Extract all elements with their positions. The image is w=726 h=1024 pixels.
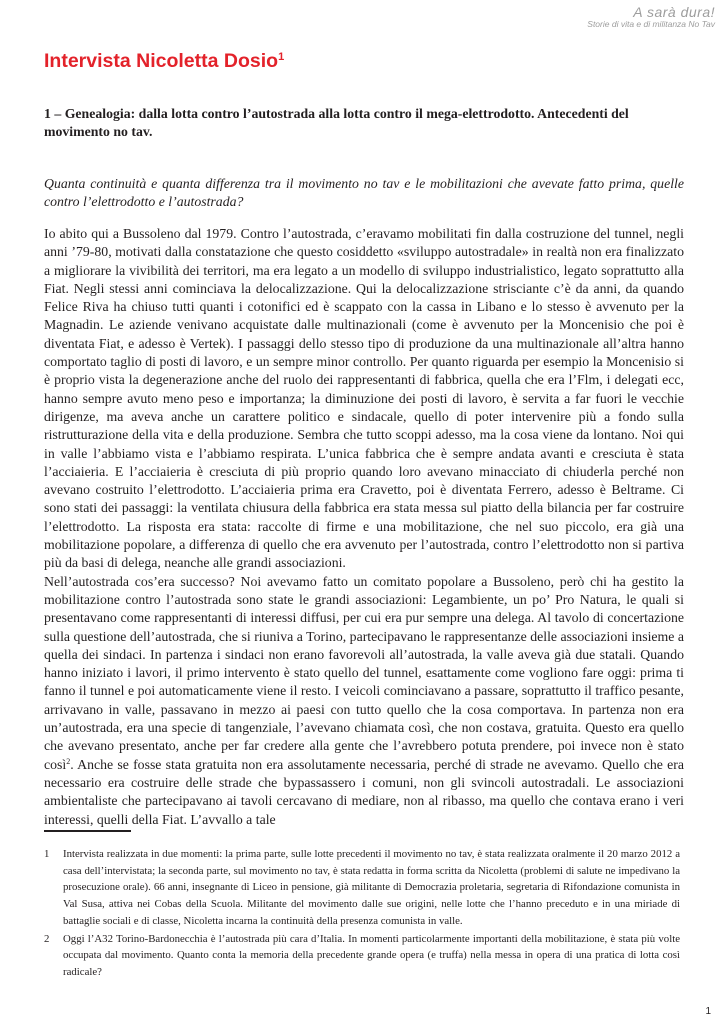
- section-heading: 1 – Genealogia: dalla lotta contro l’autostrada alla lotta contro il mega-elettrodotto. Antecedenti del movimento no tav.: [44, 106, 629, 139]
- title-footnote-ref[interactable]: 1: [278, 51, 285, 63]
- interview-question: Quanta continuità e quanta differenza tra il movimento no tav e le mobilitazioni che avevate fatto prima, quelle contro l’elettrodotto e l’autostrada?: [44, 176, 684, 209]
- footnote: [44, 846, 680, 930]
- series-title: A sarà dura!: [633, 4, 715, 20]
- paragraph-text: . Anche se fosse stata gratuita non era assolutamente necessaria, perché di strade ne avevamo. Quello che era necessario era costruire delle strade che bypassassero i comuni, non gli svincoli autostradali. Le associazioni ambientaliste che partecipavano ai tavoli cercavano di mediare, non al ribasso, ma quello che contava erano i veri interessi, quelli della Fiat. L’avvallo a tale: [44, 756, 684, 827]
- paragraph: Io abito qui a Bussoleno dal 1979. Contro l’autostrada, c’eravamo mobilitati fin dalla costruzione del tunnel, negli anni ’79-80, motivati dalla constatazione che questo cosiddetto «sviluppo autostradale» in realtà non era finalizzato a migliorare la vivibilità dei territori, ma era legato a un modello di sviluppo industrialistico, legato soprattutto alla Fiat. Negli stessi anni cominciava la delocalizzazione. Qui la delocalizzazione strisciante c’è da anni, da quando Felice Riva ha chiuso tutti quanti i cotonifici ed è scappato con la cassa in Libano e lo stesso è avvenuto per la Magnadin. Le aziende venivano acquistate dalle multinazionali (come è avvenuto per la Moncenisio che poi è diventata Fiat, e adesso è Vertek). I passaggi dello stesso tipo di produzione da una multinazionale all’altra hanno comportato taglio di posti di lavoro, e un sempre minor controllo. Per quanto riguarda per esempio la Moncenisio si è proprio vista la degenerazione anche del ruolo dei rappresentanti di fabbrica, quella che era l’Flm, i delegati ecc, hanno sempre avuto meno peso e importanza; la diminuzione dei posti di lavoro, è servita a far fuori le vecchie dirigenze, ma aveva anche un carattere politico e sindacale, quello di poter intervenire più a fondo sulla ristrutturazione della vita e della produzione. Sembra che tutto scoppi adesso, ma la cosa viene da lontano. Noi qui in valle l’abbiamo vista e l’abbiamo respirata. L’unica fabbrica che è sempre andata avanti e cresciuta è stata l’acciaieria. E l’acciaieria è cresciuta di più proprio quando loro avevano minacciato di chiuderla perché non avevano costruito l’elettrodotto. L’acciaieria prima era Cravetto, poi è diventata Ferrero, adesso è Beltrame. Ci sono stati dei passaggi: la ventilata chiusura della fabbrica era stata messa sul piatto della bilancia per far costruire l’elettrodotto. La risposta era stata: raccolte di firme e una mobilitazione, che nel suo piccolo, era già una mobilitazione popolare, a differenza di quello che era avvenuto per l’autostrada, contro l’elettrodotto non si partiva più da basi di delega, neanche alle grandi associazioni.: [44, 226, 684, 571]
- footnote: [44, 931, 680, 981]
- footnote-number: 1: [44, 848, 50, 860]
- footnotes: [44, 846, 680, 982]
- body-text: [44, 225, 684, 829]
- paragraph-text: Nell’autostrada cos’era successo? Noi avevamo fatto un comitato popolare a Bussoleno, però chi ha gestito la mobilitazione contro l’autostrada sono state le grandi associazioni: Legambiente, un po’ Pro Natura, le quali si presentavano come rappresentanti di interessi diffusi, per cui era pur sempre una delega. Al tavolo di concertazione sulla questione dell’autostrada, che si riuniva a Torino, partecipavano le rappresentanze delle associazioni insieme a quella dei sindaci. In partenza i sindaci non erano favorevoli all’autostrada, la valle aveva già due statali. Quando hanno iniziato i lavori, il primo intervento è stato quello del tunnel, esattamente come vogliono fare oggi: prima ti fanno il tunnel e poi automaticamente viene il resto. I veicoli cominciavano a passare, soprattutto il traffico pesante, arrivavano in valle, passavano in mezzo ai paesi con tutto quello che la cosa comportava. In partenza non era un’autostrada, era una specie di tangenziale, l’avevano chiamata così, che non costava, gratuita. Questo era quello che avevano presentato, anche per far credere alla gente che l’avrebbero potuta prendere, poi invece non è stato così: [44, 573, 684, 772]
- document-title-text: Intervista Nicoletta Dosio: [44, 50, 279, 72]
- footnote-text: Intervista realizzata in due momenti: la prima parte, sulle lotte precedenti il movimento no tav, è stata realizzata oralmente il 20 marzo 2012 a casa dell’intervistata; la seconda parte, sul movimento no tav, è stata redatta in forma scritta da Nicoletta (problemi di salute ne impedivano la prosecuzione orale). 66 anni, insegnante di Liceo in pensione, già militante di Democrazia proletaria, segretaria di Rifondazione comunista in Val Susa, attiva nei Cobas della Scuola. Militante del movimento dalle sue origini, nelle lotte che l’hanno preceduto e in una miriade di battaglie sociali e di classe, Nicoletta incarna la continuità della presenza comunista in valle.: [63, 848, 680, 927]
- paragraph: [44, 573, 684, 829]
- footnote-separator: [44, 830, 131, 832]
- footnote-ref[interactable]: 2: [66, 756, 71, 766]
- document-title: [44, 50, 284, 73]
- running-header: [587, 5, 715, 29]
- footnote-number: 2: [44, 932, 50, 945]
- series-subtitle: Storie di vita e di militanza No Tav: [587, 19, 715, 29]
- footnote-text: Oggi l’A32 Torino-Bardonecchia è l’autostrada più cara d’Italia. In momenti particolarmente importanti della mobilitazione, è stata più volte occupata dal movimento. Quanto conta la memoria della precedente grande opera (e truffa) nella messa in opera di una pratica di lotta così radicale?: [63, 932, 680, 978]
- page-number: 1: [705, 1006, 711, 1017]
